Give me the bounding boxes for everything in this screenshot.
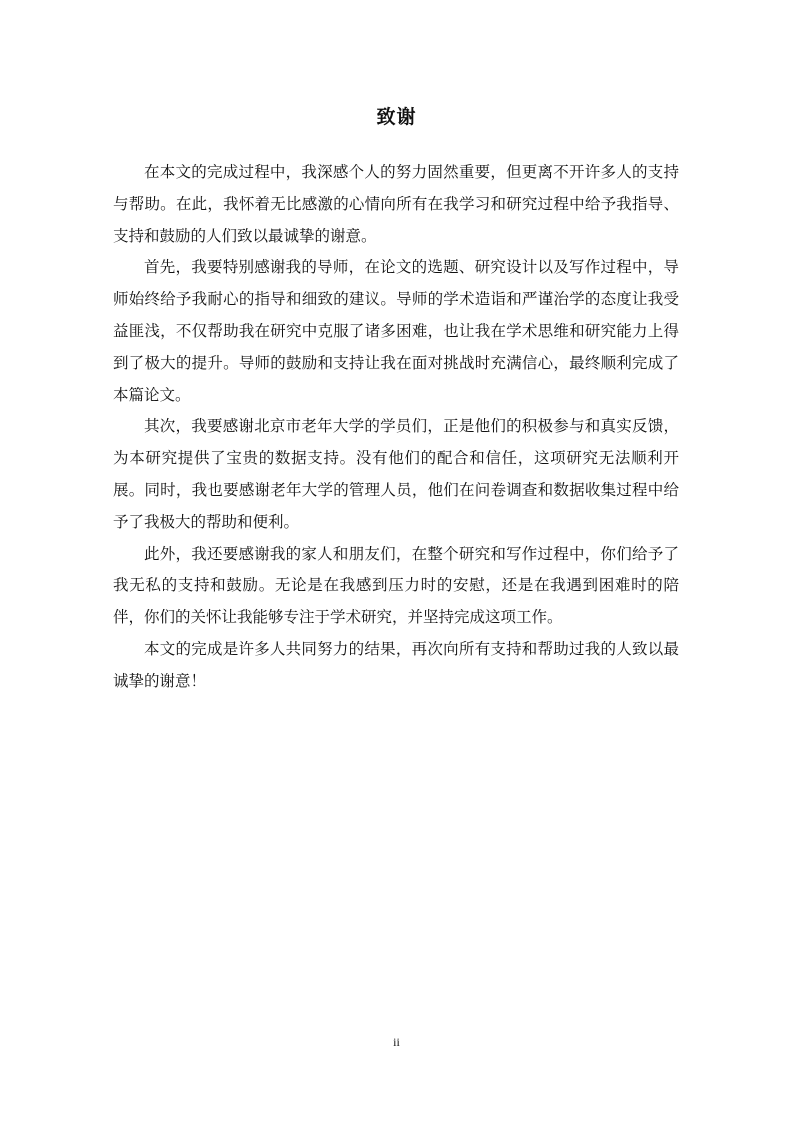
paragraph: 在本文的完成过程中，我深感个人的努力固然重要，但更离不开许多人的支持与帮助。在此，我怀着无比感激的心情向所有在我学习和研究过程中给予我指导、支持和鼓励的人们致以最诚挚的谢意。 [113,163,679,245]
paragraph: 其次，我要感谢北京市老年大学的学员们，正是他们的积极参与和真实反馈，为本研究提供了宝贵的数据支持。没有他们的配合和信任，这项研究无法顺利开展。同时，我也要感谢老年大学的管理人员，他们在问卷调查和数据收集过程中给予了我极大的帮助和便利。 [113,417,679,531]
paragraph: 首先，我要特别感谢我的导师，在论文的选题、研究设计以及写作过程中，导师始终给予我耐心的指导和细致的建议。导师的学术造诣和严谨治学的态度让我受益匪浅，不仅帮助我在研究中克服了诸多困难，也让我在学术思维和研究能力上得到了极大的提升。导师的鼓励和支持让我在面对挑战时充满信心，最终顺利完成了本篇论文。 [113,258,679,404]
page-number: ii [393,1035,400,1049]
paragraph: 本文的完成是许多人共同努力的结果，再次向所有支持和帮助过我的人致以最诚挚的谢意！ [113,639,679,690]
paragraph: 此外，我还要感谢我的家人和朋友们，在整个研究和写作过程中，你们给予了我无私的支持和鼓励。无论是在我感到压力时的安慰，还是在我遇到困难时的陪伴，你们的关怀让我能够专注于学术研究，并坚持完成这项工作。 [113,544,679,627]
acknowledgement-body [113,157,679,698]
page-title: 致谢 [376,106,417,128]
